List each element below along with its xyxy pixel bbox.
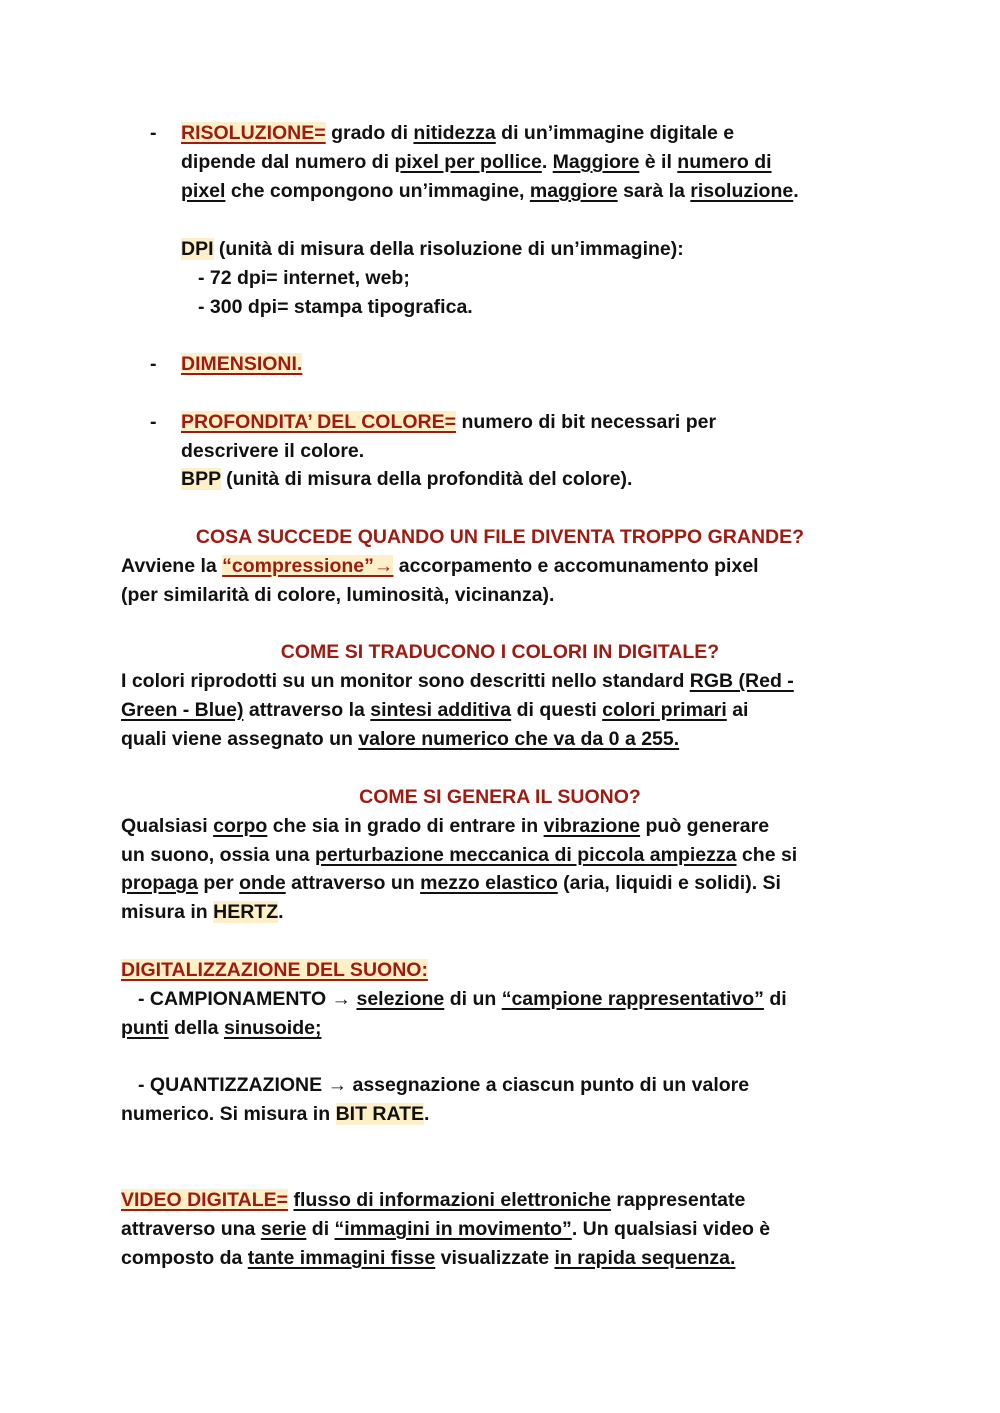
- text-run: serie: [260, 1218, 307, 1240]
- digitization-heading-line: [121, 958, 428, 983]
- text-run: . Un qualsiasi video è: [571, 1218, 771, 1240]
- text-run: .: [278, 901, 284, 923]
- quantizzazione-line-2: [121, 1102, 429, 1127]
- risoluzione-line-2: [181, 150, 772, 175]
- text-run: corpo: [213, 815, 268, 837]
- text-run: perturbazione meccanica di piccola ampiezza: [314, 844, 737, 866]
- sound-line-3: [121, 871, 781, 896]
- text-run: che sia in grado di entrare in: [267, 815, 544, 837]
- dpi-term: DPI: [181, 238, 214, 260]
- compression-line-2: (per similarità di colore, luminosità, vicinanza).: [121, 584, 555, 606]
- text-run: di questi: [511, 699, 603, 721]
- risoluzione-term: RISOLUZIONE=: [181, 122, 326, 144]
- dpi-item-2: - 300 dpi= stampa tipografica.: [198, 296, 473, 318]
- text-run: pixel per pollice: [394, 151, 542, 173]
- text-run: punti: [121, 1017, 169, 1039]
- text-run: Qualsiasi: [121, 815, 214, 837]
- text-run: colori primari: [602, 699, 727, 721]
- video-line-3: [121, 1246, 735, 1271]
- colors-heading: COME SI TRADUCONO I COLORI IN DIGITALE?: [280, 641, 720, 663]
- bullet-dash: -: [150, 122, 157, 144]
- campionamento-line-2: [121, 1016, 321, 1041]
- text-run: Maggiore: [552, 151, 640, 173]
- text-run: mezzo elastico: [420, 872, 558, 894]
- text-run: per: [197, 872, 240, 894]
- video-line-1: [121, 1188, 745, 1213]
- text-run: attraverso un: [285, 872, 421, 894]
- text-run: (unità di misura della profondità del colore).: [220, 468, 633, 490]
- text-run: “immagini in movimento”: [334, 1218, 572, 1240]
- sound-line-1: [121, 814, 769, 839]
- text-run: risoluzione: [690, 180, 794, 202]
- text-run: numero di: [677, 151, 772, 173]
- text-run: sarà la: [617, 180, 691, 202]
- text-run: nitidezza: [413, 122, 496, 144]
- text-run: pixel: [181, 180, 226, 202]
- text-run: sintesi additiva: [370, 699, 512, 721]
- text-run: RGB (Red -: [689, 670, 794, 692]
- text-run: ai: [726, 699, 749, 721]
- profondita-line-1: [181, 410, 716, 435]
- colors-line-3: [121, 727, 679, 752]
- bullet-dash: -: [150, 411, 157, 433]
- text-run: di: [763, 988, 787, 1010]
- colors-line-1: [121, 669, 794, 694]
- sound-heading: COME SI GENERA IL SUONO?: [359, 786, 641, 808]
- text-run: valore numerico che va da 0 a 255.: [358, 728, 680, 750]
- text-run: Avviene la: [121, 555, 223, 577]
- text-run: (unità di misura della risoluzione di un’immagine):: [213, 238, 684, 260]
- text-run: attraverso una: [121, 1218, 261, 1240]
- text-run: propaga: [121, 872, 198, 894]
- text-run: della: [168, 1017, 224, 1039]
- text-run: attraverso la: [243, 699, 371, 721]
- dimensioni-line: [181, 352, 302, 377]
- text-run: (aria, liquidi e solidi). Si: [557, 872, 781, 894]
- text-run: di un’immagine digitale e: [495, 122, 735, 144]
- risoluzione-line-1: [181, 121, 734, 146]
- text-run: tante immagini fisse: [247, 1247, 436, 1269]
- text-run: può generare: [640, 815, 770, 837]
- text-run: che compongono un’immagine,: [225, 180, 530, 202]
- text-run: è il: [639, 151, 678, 173]
- text-run: “campione rappresentativo”: [501, 988, 764, 1010]
- text-run: .: [793, 180, 799, 202]
- text-run: composto da: [121, 1247, 248, 1269]
- text-run: quali viene assegnato un: [121, 728, 359, 750]
- bpp-line: [181, 467, 632, 492]
- text-run: un suono, ossia una: [121, 844, 315, 866]
- digitization-heading: DIGITALIZZAZIONE DEL SUONO:: [121, 959, 428, 981]
- dpi-item-1: - 72 dpi= internet, web;: [198, 267, 410, 289]
- compression-heading: COSA SUCCEDE QUANDO UN FILE DIVENTA TROPPO GRANDE?: [195, 526, 805, 548]
- dimensioni-term: DIMENSIONI.: [181, 353, 303, 375]
- sound-line-2: [121, 843, 797, 868]
- video-term: VIDEO DIGITALE=: [121, 1189, 289, 1211]
- quantizzazione-line-1: - QUANTIZZAZIONE → assegnazione a ciascun punto di un valore: [138, 1074, 750, 1096]
- compression-term: “compressione”→: [222, 555, 394, 577]
- text-run: sinusoide;: [223, 1017, 322, 1039]
- text-run: numero di bit necessari per: [456, 411, 717, 433]
- text-run: dipende dal numero di: [181, 151, 395, 173]
- text-run: .: [541, 151, 553, 173]
- risoluzione-line-3: [181, 179, 799, 204]
- text-run: grado di: [325, 122, 414, 144]
- colors-line-2: [121, 698, 748, 723]
- text-run: misura in: [121, 901, 214, 923]
- text-run: .: [424, 1103, 430, 1125]
- profondita-term: PROFONDITA’ DEL COLORE=: [181, 411, 457, 433]
- text-run: di: [306, 1218, 335, 1240]
- text-run: vibrazione: [543, 815, 641, 837]
- bullet-dash: -: [150, 353, 157, 375]
- text-run: onde: [239, 872, 286, 894]
- text-run: - CAMPIONAMENTO →: [138, 988, 357, 1010]
- sound-line-4: [121, 900, 284, 925]
- bit-rate-term: BIT RATE: [335, 1103, 425, 1125]
- text-run: Green - Blue): [121, 699, 244, 721]
- text-run: numerico. Si misura in: [121, 1103, 336, 1125]
- compression-line-1: [121, 554, 759, 579]
- profondita-line-2: descrivere il colore.: [181, 440, 365, 462]
- text-run: I colori riprodotti su un monitor sono descritti nello standard: [121, 670, 690, 692]
- bpp-term: BPP: [181, 468, 221, 490]
- text-run: flusso di informazioni elettroniche: [293, 1189, 611, 1211]
- text-run: in rapida sequenza.: [554, 1247, 736, 1269]
- text-run: rappresentate: [610, 1189, 746, 1211]
- dpi-line: [181, 237, 684, 262]
- video-line-2: [121, 1217, 770, 1242]
- text-run: visualizzate: [435, 1247, 555, 1269]
- campionamento-line-1: [138, 987, 787, 1012]
- text-run: accorpamento e accomunamento pixel: [393, 555, 759, 577]
- text-run: di un: [444, 988, 502, 1010]
- text-run: maggiore: [529, 180, 618, 202]
- hertz-term: HERTZ: [213, 901, 279, 923]
- text-run: che si: [736, 844, 798, 866]
- text-run: selezione: [356, 988, 445, 1010]
